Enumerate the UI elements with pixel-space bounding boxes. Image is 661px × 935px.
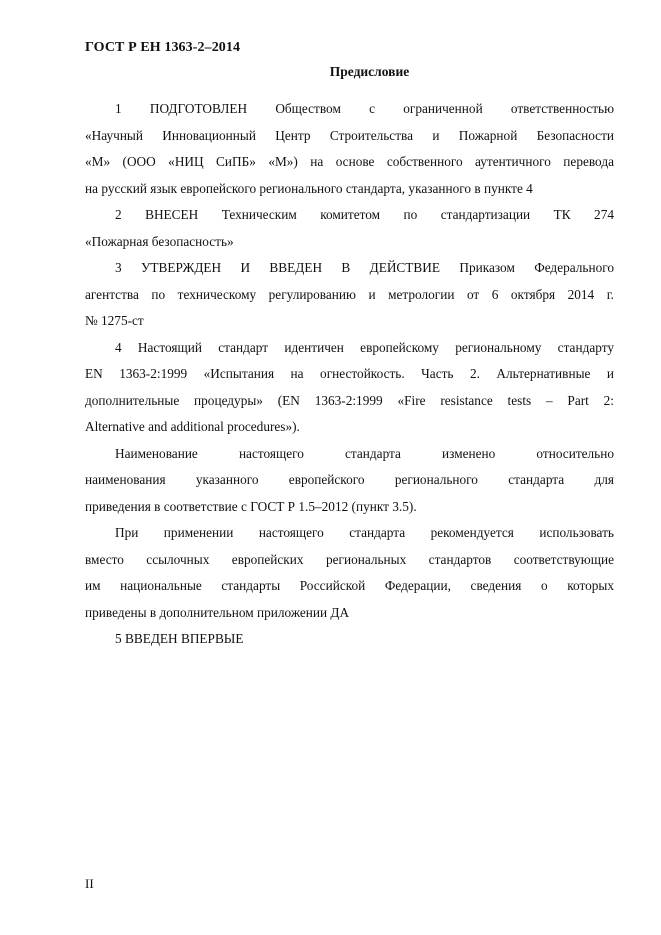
text-line: № 1275-ст [85,313,144,328]
text-line: 3 УТВЕРЖДЕН И ВВЕДЕН В ДЕЙСТВИЕ Приказом Федерального [115,260,614,275]
text-line: им национальные стандарты Российской Федерации, сведения о которых [85,578,614,593]
paragraph-submitted-by [85,202,614,255]
text-line: При применении настоящего стандарта рекомендуется использовать [115,525,614,540]
text-line: приведения в соответствие с ГОСТ Р 1.5–2012 (пункт 3.5). [85,498,417,514]
text-line: наименования указанного европейского регионального стандарта для [85,472,614,487]
text-line: на русский язык европейского регионального стандарта, указанного в пункте 4 [85,180,533,196]
paragraph-prepared-by [85,96,614,202]
foreword-body [85,96,614,653]
text-line: дополнительные процедуры» (EN 1363-2:1999 «Fire resistance tests – Part 2: [85,392,614,408]
text-line: «Научный Инновационный Центр Строительства и Пожарной Безопасности [85,127,614,143]
paragraph-approved [85,255,614,335]
text-line: 4 Настоящий стандарт идентичен европейскому региональному стандарту [115,339,614,355]
text-line: 1 ПОДГОТОВЛЕН Обществом с ограниченной ответственностью [115,101,614,116]
text-line: EN 1363-2:1999 «Испытания на огнестойкость. Часть 2. Альтернативные и [85,366,614,381]
text-line: 2 ВНЕСЕН Техническим комитетом по стандартизации ТК 274 [115,207,614,222]
text-line: Alternative and additional procedures»). [85,419,300,434]
text-line: «М» (ООО «НИЦ СиПБ» «М») на основе собственного аутентичного перевода [85,154,614,169]
paragraph-first-introduced [85,626,614,653]
text-line: приведены в дополнительном приложении ДА [85,604,350,620]
section-title: Предисловие [329,64,410,79]
paragraph-national-standards [85,520,614,626]
text-line: агентства по техническому регулированию и метрологии от 6 октября 2014 г. [85,286,614,302]
page-number: II [85,876,94,891]
document-code-header: ГОСТ Р ЕН 1363-2–2014 [85,40,241,55]
paragraph-identical-standard [85,335,614,441]
text-line: «Пожарная безопасность» [85,233,234,249]
text-line: 5 ВВЕДЕН ВПЕРВЫЕ [115,631,244,646]
text-line: вместо ссылочных европейских региональных стандартов соответствующие [85,551,614,567]
text-line: Наименование настоящего стандарта изменено относительно [115,445,614,461]
paragraph-name-changed [85,441,614,521]
